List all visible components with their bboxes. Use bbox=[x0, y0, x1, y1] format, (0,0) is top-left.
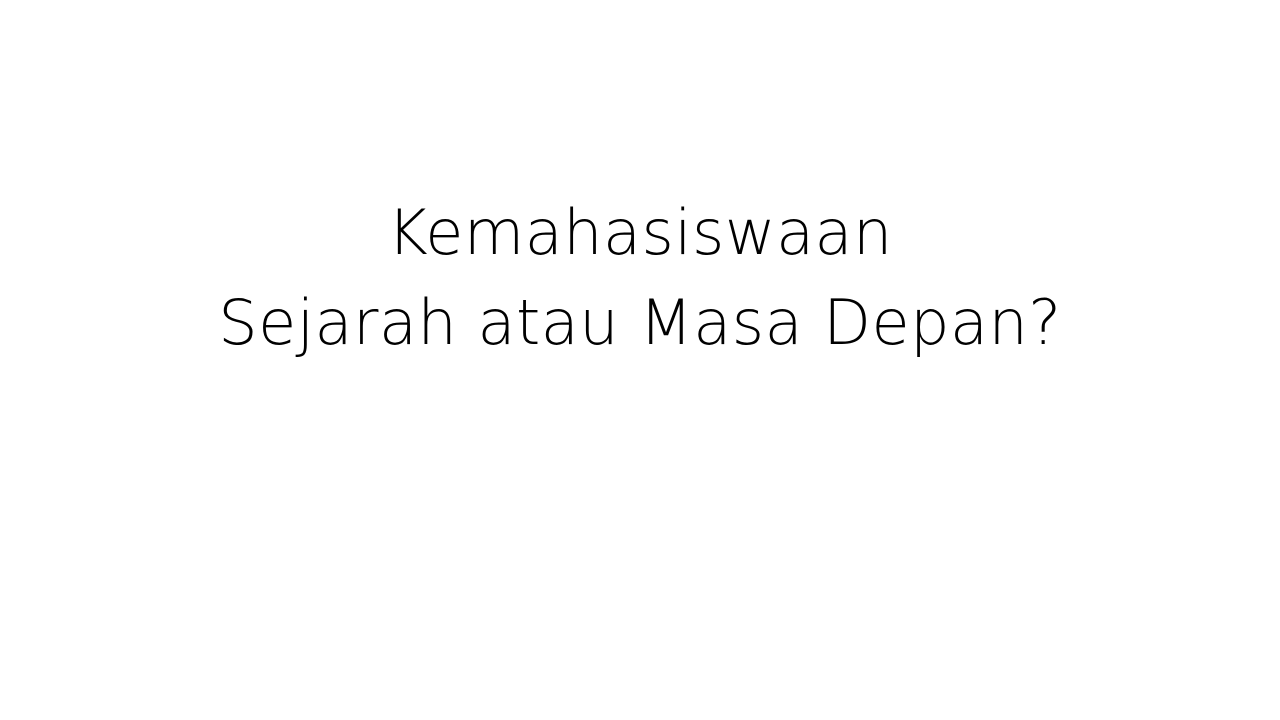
slide-title bbox=[0, 188, 1280, 368]
slide-title-line-1: Kemahasiswaan bbox=[387, 196, 893, 269]
slide-title-line-2: Sejarah atau Masa Depan? bbox=[218, 286, 1062, 359]
